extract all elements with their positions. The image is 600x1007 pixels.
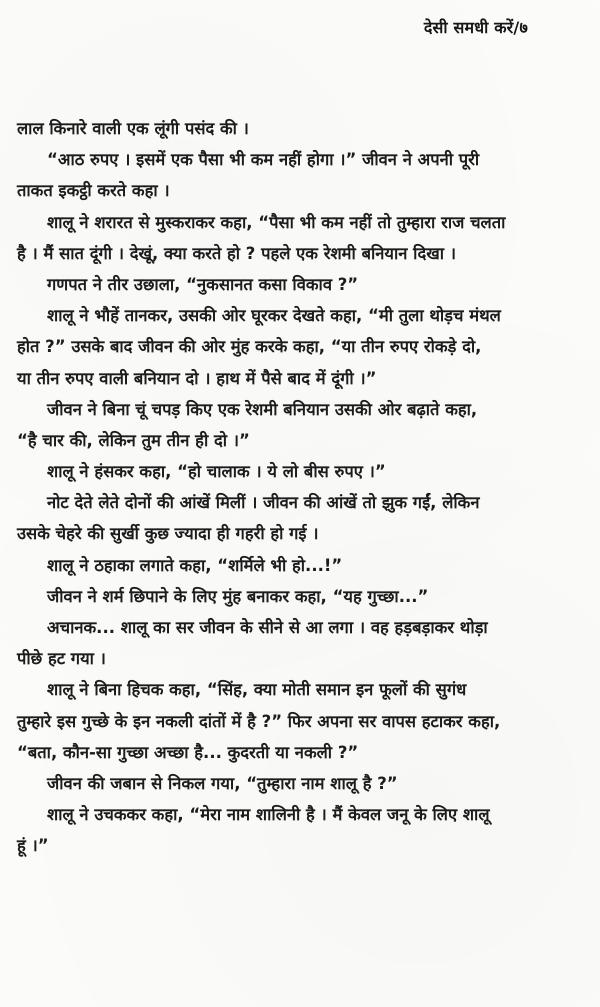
text-line: “है चार की, लेकिन तुम तीन ही दो ।” — [17, 430, 250, 450]
text-line: है । मैं सात दूंगी । देखूं, क्या करते हो ? पहले एक रेशमी बनियान दिखा । — [17, 243, 456, 263]
text-line: लाल किनारे वाली एक लूंगी पसंद की । — [17, 119, 249, 138]
text-line: जीवन ने शर्म छिपाने के लिए मुंह बनाकर कहा, “यह गुच्छा...” — [47, 586, 429, 606]
text-line: शालू ने उचककर कहा, “मेरा नाम शालिनी है । मैं केवल जनू के लिए शालू — [47, 805, 490, 825]
text-line: शालू ने भौहें तानकर, उसकी ओर घूरकर देखते कहा, “मी तुला थोड़च मंथल — [47, 306, 501, 326]
running-header: देसी समधी करें/७ — [423, 18, 528, 37]
text-line: जीवन ने बिना चूं चपड़ किए एक रेशमी बनियान उसकी ओर बढ़ाते कहा, — [47, 399, 478, 419]
text-line: अचानक... शालू का सर जीवन के सीने से आ लगा । वह हड़बड़ाकर थोड़ा — [47, 618, 488, 637]
text-line: शालू ने ठहाका लगाते कहा, “शर्मिले भी हो...!” — [47, 555, 343, 575]
text-line: गणपत ने तीर उछाला, “नुकसानत कसा विकाव ?” — [47, 274, 359, 294]
text-line: या तीन रुपए वाली बनियान दो । हाथ में पैसे बाद में दूंगी ।” — [17, 368, 377, 388]
text-line: तुम्हारे इस गुच्छे के इन नकली दांतों में है ?” फिर अपना सर वापस हटाकर कहा, — [17, 711, 501, 731]
text-line: हूं ।” — [17, 836, 49, 856]
text-line: जीवन की जबान से निकल गया, “तुम्हारा नाम शालू है ?” — [47, 773, 398, 793]
text-line: ताकत इकट्ठी करते कहा । — [17, 181, 170, 201]
text-line: होत ?” उसके बाद जीवन की ओर मुंह करके कहा, “या तीन रुपए रोकड़े दो, — [17, 337, 482, 357]
text-line: उसके चेहरे की सुर्खी कुछ ज्यादा ही गहरी हो गई । — [17, 524, 319, 544]
text-line: “बता, कौन-सा गुच्छा अच्छा है... कुदरती या नकली ?” — [17, 742, 359, 762]
body-text — [17, 113, 585, 862]
text-line: शालू ने हंसकर कहा, “हो चालाक । ये लो बीस रुपए ।” — [47, 462, 386, 482]
text-line: पीछे हट गया । — [17, 649, 106, 669]
text-line: नोट देते लेते दोनों की आंखें मिलीं । जीवन की आंखें तो झुक गईं, लेकिन — [47, 493, 480, 513]
text-line: शालू ने शरारत से मुस्कराकर कहा, “पैसा भी कम नहीं तो तुम्हारा राज चलता — [47, 212, 506, 232]
text-line: शालू ने बिना हिचक कहा, “सिंह, क्या मोती समान इन फूलों की सुगंध — [47, 680, 467, 700]
text-line: “आठ रुपए । इसमें एक पैसा भी कम नहीं होगा ।” जीवन ने अपनी पूरी — [47, 150, 480, 170]
